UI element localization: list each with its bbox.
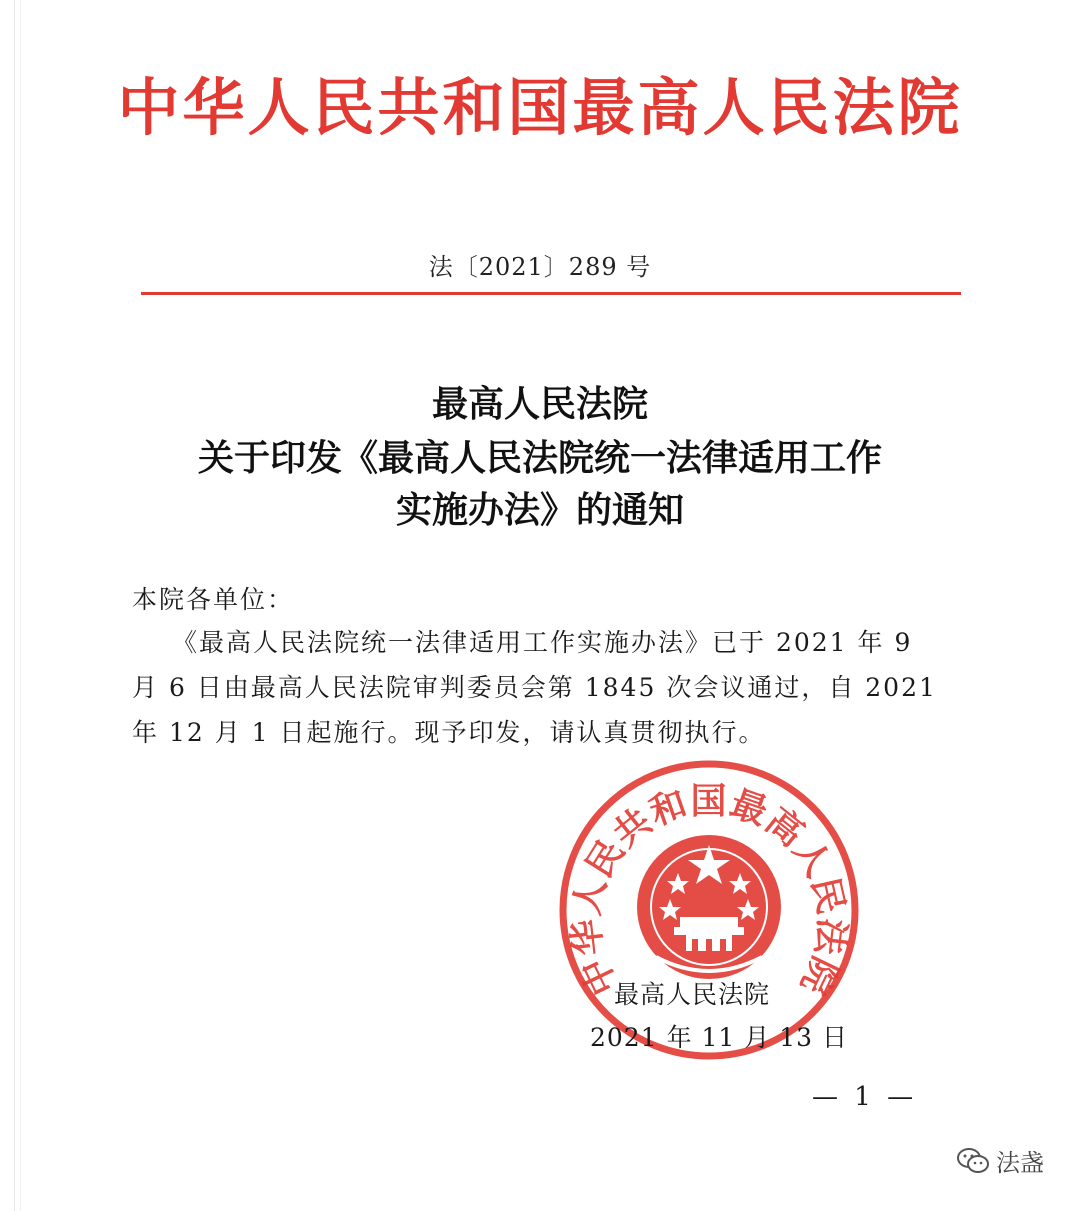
source-watermark [956, 1143, 1044, 1178]
body-paragraph-line-2: 月 6 日由最高人民法院审判委员会第 1845 次会议通过，自 2021 [132, 673, 937, 702]
page-edge [14, 0, 15, 1211]
signature-date: 2021 年 11 月 13 日 [590, 1023, 848, 1052]
national-emblem-icon [637, 835, 781, 979]
title-line-3: 实施办法》的通知 [395, 489, 684, 531]
body-paragraph-line-1: 《最高人民法院统一法律适用工作实施办法》已于 2021 年 9 [172, 628, 913, 657]
seal-text: 中华人民共和国最高人民法院 [565, 781, 853, 1002]
signature-org: 最高人民法院 [614, 980, 771, 1009]
page-edge-inner [20, 0, 21, 1211]
issuing-org-header: 中华人民共和国最高人民法院 [117, 71, 963, 144]
title-line-1: 最高人民法院 [431, 383, 648, 425]
document-number: 法〔2021〕289 号 [428, 253, 652, 281]
red-divider [141, 292, 961, 295]
salutation: 本院各单位： [132, 585, 295, 614]
title-line-2: 关于印发《最高人民法院统一法律适用工作 [197, 437, 882, 479]
body-paragraph-line-3: 年 12 月 1 日起施行。现予印发，请认真贯彻执行。 [132, 718, 766, 747]
page-number: — 1 — [812, 1082, 918, 1112]
wechat-icon [956, 1147, 990, 1175]
watermark-label: 法盏 [996, 1149, 1044, 1177]
